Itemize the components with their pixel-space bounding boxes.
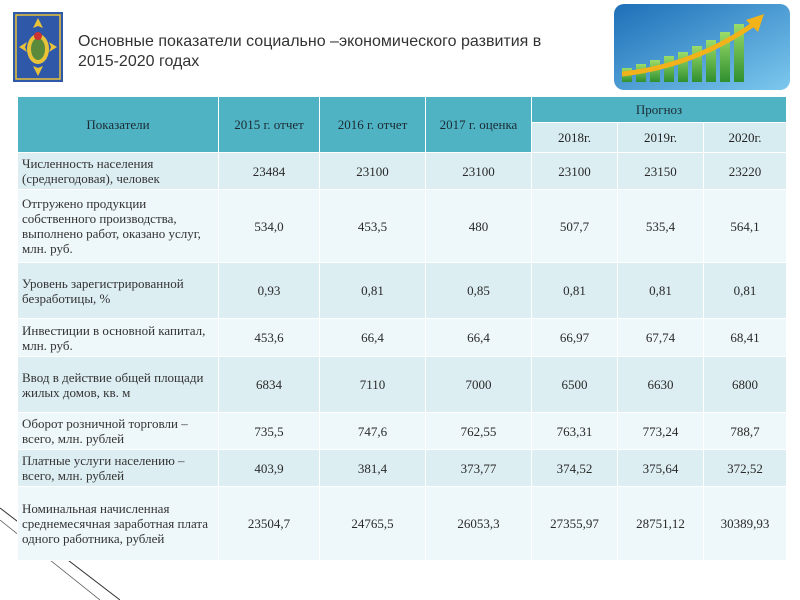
cell-2019: 773,24 bbox=[618, 413, 704, 450]
row-label: Уровень зарегистрированной безработицы, % bbox=[18, 263, 219, 319]
cell-2016: 66,4 bbox=[320, 319, 426, 357]
cell-2018: 374,52 bbox=[532, 450, 618, 487]
cell-2018: 507,7 bbox=[532, 190, 618, 263]
indicators-table bbox=[17, 96, 787, 561]
cell-2020: 6800 bbox=[704, 357, 787, 413]
cell-2017: 0,85 bbox=[426, 263, 532, 319]
cell-2018: 6500 bbox=[532, 357, 618, 413]
cell-2019: 67,74 bbox=[618, 319, 704, 357]
cell-2015: 453,6 bbox=[219, 319, 320, 357]
header-2017: 2017 г. оценка bbox=[426, 97, 532, 153]
header-2018: 2018г. bbox=[532, 123, 618, 153]
cell-2015: 403,9 bbox=[219, 450, 320, 487]
cell-2016: 24765,5 bbox=[320, 487, 426, 561]
cell-2019: 6630 bbox=[618, 357, 704, 413]
cell-2018: 0,81 bbox=[532, 263, 618, 319]
row-label: Платные услуги населению – всего, млн. рублей bbox=[18, 450, 219, 487]
table-row bbox=[18, 319, 787, 357]
header-2019: 2019г. bbox=[618, 123, 704, 153]
table-row bbox=[18, 190, 787, 263]
cell-2017: 66,4 bbox=[426, 319, 532, 357]
growth-chart-icon bbox=[614, 4, 790, 90]
cell-2020: 0,81 bbox=[704, 263, 787, 319]
cell-2019: 28751,12 bbox=[618, 487, 704, 561]
cell-2019: 535,4 bbox=[618, 190, 704, 263]
header-2016: 2016 г. отчет bbox=[320, 97, 426, 153]
cell-2017: 762,55 bbox=[426, 413, 532, 450]
header-2015: 2015 г. отчет bbox=[219, 97, 320, 153]
table-row bbox=[18, 450, 787, 487]
cell-2015: 23504,7 bbox=[219, 487, 320, 561]
cell-2015: 6834 bbox=[219, 357, 320, 413]
cell-2020: 23220 bbox=[704, 153, 787, 190]
row-label: Ввод в действие общей площади жилых домов, кв. м bbox=[18, 357, 219, 413]
table-row bbox=[18, 153, 787, 190]
cell-2016: 747,6 bbox=[320, 413, 426, 450]
cell-2019: 375,64 bbox=[618, 450, 704, 487]
table-row bbox=[18, 357, 787, 413]
coat-of-arms-icon bbox=[13, 12, 63, 82]
cell-2015: 534,0 bbox=[219, 190, 320, 263]
row-label: Оборот розничной торговли – всего, млн. рублей bbox=[18, 413, 219, 450]
cell-2016: 0,81 bbox=[320, 263, 426, 319]
row-label: Номинальная начисленная среднемесячная заработная плата одного работника, рублей bbox=[18, 487, 219, 561]
cell-2015: 0,93 bbox=[219, 263, 320, 319]
cell-2017: 373,77 bbox=[426, 450, 532, 487]
cell-2020: 30389,93 bbox=[704, 487, 787, 561]
header-forecast: Прогноз bbox=[532, 97, 787, 123]
cell-2018: 66,97 bbox=[532, 319, 618, 357]
cell-2019: 23150 bbox=[618, 153, 704, 190]
header-2020: 2020г. bbox=[704, 123, 787, 153]
cell-2020: 68,41 bbox=[704, 319, 787, 357]
cell-2018: 23100 bbox=[532, 153, 618, 190]
row-label: Численность населения (среднегодовая), человек bbox=[18, 153, 219, 190]
slide-title: Основные показатели социально –экономического развития в 2015-2020 годах bbox=[78, 33, 542, 70]
header-indicator: Показатели bbox=[18, 97, 219, 153]
cell-2016: 23100 bbox=[320, 153, 426, 190]
cell-2020: 372,52 bbox=[704, 450, 787, 487]
cell-2016: 7110 bbox=[320, 357, 426, 413]
cell-2017: 26053,3 bbox=[426, 487, 532, 561]
cell-2016: 381,4 bbox=[320, 450, 426, 487]
row-label: Инвестиции в основной капитал, млн. руб. bbox=[18, 319, 219, 357]
cell-2015: 23484 bbox=[219, 153, 320, 190]
cell-2017: 7000 bbox=[426, 357, 532, 413]
table-row bbox=[18, 263, 787, 319]
row-label: Отгружено продукции собственного производства, выполнено работ, оказано услуг, млн. руб. bbox=[18, 190, 219, 263]
cell-2018: 763,31 bbox=[532, 413, 618, 450]
table-row bbox=[18, 413, 787, 450]
table-row bbox=[18, 487, 787, 561]
cell-2017: 23100 bbox=[426, 153, 532, 190]
cell-2018: 27355,97 bbox=[532, 487, 618, 561]
cell-2019: 0,81 bbox=[618, 263, 704, 319]
cell-2017: 480 bbox=[426, 190, 532, 263]
cell-2016: 453,5 bbox=[320, 190, 426, 263]
cell-2020: 564,1 bbox=[704, 190, 787, 263]
cell-2020: 788,7 bbox=[704, 413, 787, 450]
cell-2015: 735,5 bbox=[219, 413, 320, 450]
